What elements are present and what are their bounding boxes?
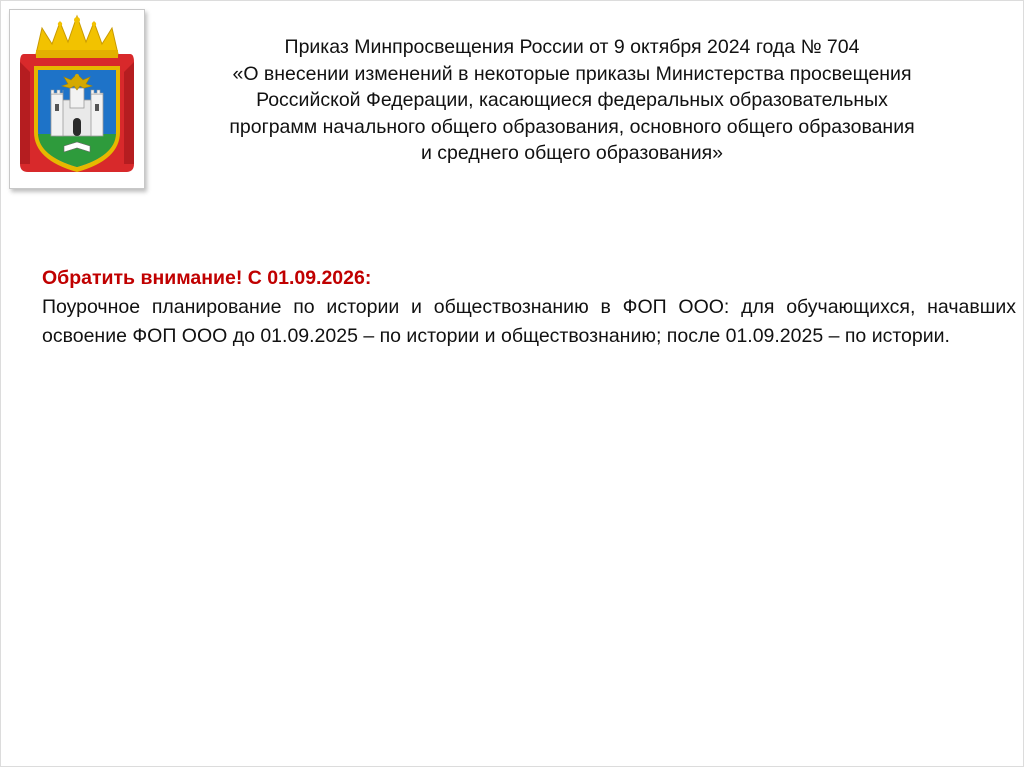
title-line: «О внесении изменений в некоторые приказы Министерства просвещения bbox=[232, 62, 912, 85]
notice-heading: Обратить внимание! С 01.09.2026: bbox=[42, 267, 372, 289]
title-line: программ начального общего образования, основного общего образования bbox=[229, 115, 915, 138]
notice-body: Поурочное планирование по истории и обществознанию в ФОП ООО: для обучающихся, начавших освоение ФОП ООО до 01.09.2025 – по истории и обществознанию; после 01.09.2025 – по истории. bbox=[42, 296, 1016, 347]
title-line: и среднего общего образования» bbox=[421, 142, 723, 164]
notice-block bbox=[42, 264, 1016, 351]
title-line: Российской Федерации, касающиеся федеральных образовательных bbox=[256, 89, 888, 111]
emblem-frame bbox=[9, 9, 145, 189]
title-line: Приказ Минпросвещения России от 9 октября 2024 года № 704 bbox=[284, 36, 860, 58]
orel-region-coat-of-arms-icon bbox=[16, 14, 138, 184]
document-title bbox=[169, 34, 975, 167]
